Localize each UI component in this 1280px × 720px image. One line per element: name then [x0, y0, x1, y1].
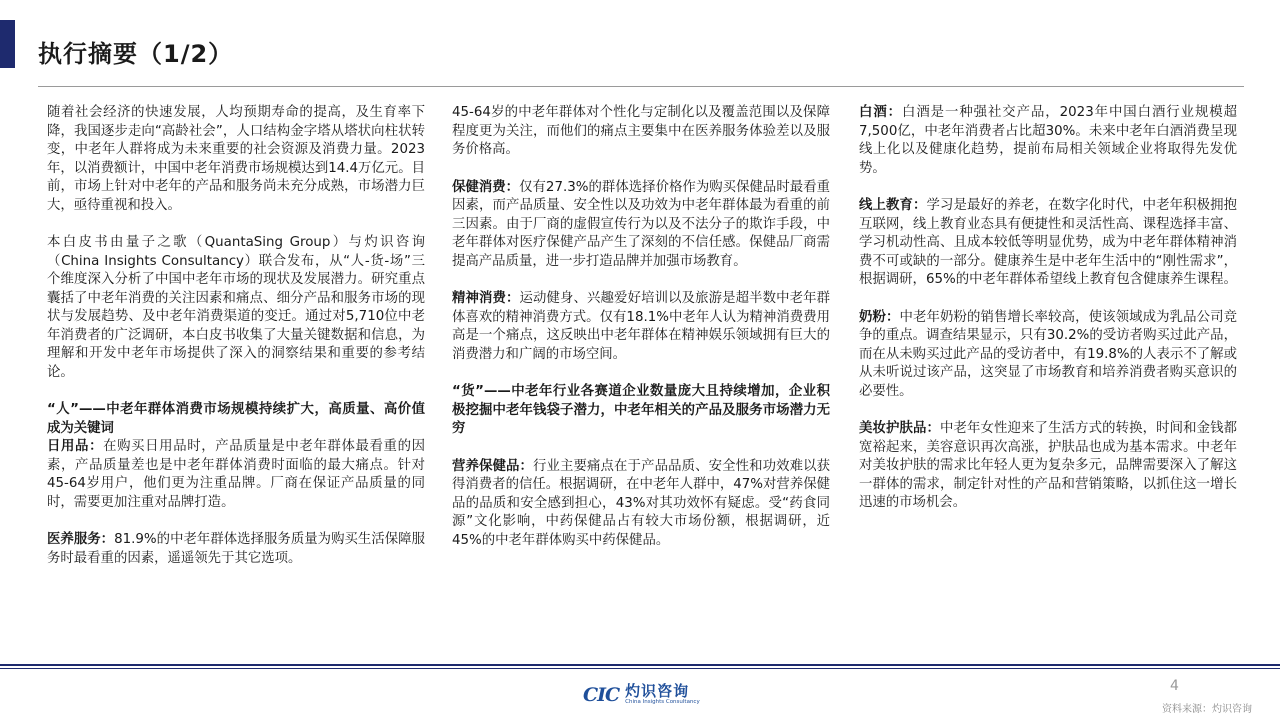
column-2: [452, 104, 830, 550]
logo-english-name: China Insights Consultancy: [625, 699, 700, 705]
about-paragraph: 本白皮书由量子之歌（QuantaSing Group）与灼识咨询（China Insights Consultancy）联合发布，从“人-货-场”三个维度深入分析了中国中老年市场的现状及发展潜力。研究重点囊括了中老年消费的关注因素和痛点、细分产品和服务市场的现状与发展趋势、及中老年消费渠道的变迁。通过对5,710位中老年消费者的广泛调研，本白皮书收集了大量关键数据和信息，为理解和开发中老年市场提供了深入的洞察结果和重要的参考结论。: [47, 235, 425, 380]
cic-logo: [583, 683, 700, 706]
medical-service-paragraph: [47, 531, 425, 568]
column-3: [859, 104, 1237, 513]
beauty-skincare-text: 中老年女性迎来了生活方式的转换，时间和金钱都宽裕起来，美容意识再次高涨，护肤品也成为基本需求。中老年对美妆护肤的需求比年轻人更为复杂多元，品牌需要深入了解这一群体的需求，制定针对性的产品和营销策略，以抓住这一增长迅速的市场机会。: [859, 421, 1238, 510]
page-number: 4: [1170, 678, 1179, 694]
milk-powder-text: 中老年奶粉的销售增长率较高，使该领域成为乳品公司竞争的重点。调查结果显示，只有30.2%的受访者购买过此产品，而在从未购买过此产品的受访者中，有19.8%的人表示不了解或从未听说过该产品，这突显了市场教育和培养消费者购买意识的必要性。: [859, 309, 1238, 399]
logo-chinese-name: 灼识咨询: [625, 682, 690, 700]
page-title: 执行摘要（1/2）: [38, 40, 234, 68]
online-education-label: 线上教育：: [859, 198, 927, 213]
footer-divider-thin: [0, 668, 1280, 669]
online-education-text: 学习是最好的养老，在数字化时代，中老年积极拥抱互联网，线上教育业态具有便捷性和灵活性高、课程选择丰富、学习机动性高、且成本较低等明显优势，成为中老年群体精神消费不可或缺的一部分。健康养生是中老年生活中的“刚性需求”，根据调研，65%的中老年群体希望线上教育包含健康养生课程。: [859, 198, 1238, 287]
footer-divider-thick: [0, 664, 1280, 666]
intro-paragraph: 随着社会经济的快速发展，人均预期寿命的提高，及生育率下降，我国逐步走向“高龄社会”，人口结构金字塔从塔状向柱状转变，中老年人群将成为未来重要的社会资源及消费力量。2023年，以消费额计，中国中老年消费市场规模达到14.4万亿元。目前，市场上针对中老年的产品和服务尚未充分成熟，市场潜力巨大，亟待重视和投入。: [47, 105, 425, 213]
daily-goods-paragraph: [47, 438, 425, 512]
health-consumption-text: 仅有27.3%的群体选择价格作为购买保健品时最看重因素，而产品质量、安全性以及功效为中老年群体最为看重的前三因素。由于厂商的虚假宣传行为以及不法分子的欺诈手段，中老年群体对医疗保健产品产生了深刻的不信任感。保健品厂商需提高产品质量，进一步打造品牌并加强市场教育。: [452, 179, 830, 269]
logo-text: [625, 683, 700, 706]
nutrition-supplement-text: 行业主要痛点在于产品品质、安全性和功效难以获得消费者的信任。根据调研，在中老年人群中，47%对营养保健品的品质和安全感到担心，43%对其功效怀有疑虑。受“药食同源”文化影响，中药保健品占有较大市场份额，根据调研，近45%的中老年群体购买中药保健品。: [452, 458, 831, 548]
source-note: 资料来源：灼识咨询: [1162, 704, 1252, 715]
section-heading-goods: “货”——中老年行业各赛道企业数量庞大且持续增加，企业积极挖掘中老年钱袋子潜力，中老年相关的产品及服务市场潜力无穷: [452, 384, 830, 436]
milk-powder-paragraph: [859, 309, 1237, 402]
milk-powder-label: 奶粉：: [859, 309, 900, 325]
liquor-label: 白酒：: [859, 105, 902, 120]
beauty-skincare-label: 美妆护肤品：: [859, 421, 941, 436]
spiritual-consumption-paragraph: [452, 290, 830, 364]
health-consumption-paragraph: [452, 179, 830, 272]
spiritual-consumption-text: 运动健身、兴趣爱好培训以及旅游是超半数中老年群体喜欢的精神消费方式。仅有18.1%中老年人认为精神消费费用高是一个痛点，这反映出中老年群体在精神娱乐领域拥有巨大的消费潜力和广阔的市场空间。: [452, 291, 831, 362]
medical-service-label: 医养服务：: [47, 532, 115, 547]
medical-continuation-paragraph: 45-64岁的中老年群体对个性化与定制化以及覆盖范围以及保障程度更为关注，而他们的痛点主要集中在医养服务体验差以及服务价格高。: [452, 105, 830, 157]
logo-mark: CIC: [583, 683, 620, 706]
column-1: [47, 104, 425, 568]
online-education-paragraph: [859, 197, 1237, 290]
spiritual-consumption-label: 精神消费：: [452, 291, 520, 306]
health-consumption-label: 保健消费：: [452, 179, 520, 195]
nutrition-supplement-label: 营养保健品：: [452, 458, 534, 474]
title-accent-bar: [0, 20, 15, 68]
liquor-paragraph: [859, 104, 1237, 178]
title-divider: [38, 86, 1244, 87]
daily-goods-label: 日用品：: [47, 439, 104, 454]
liquor-text: 白酒是一种强社交产品，2023年中国白酒行业规模超7,500亿，中老年消费者占比超30%。未来中老年白酒消费呈现线上化以及健康化趋势，提前布局相关领域企业将取得先发优势。: [859, 105, 1238, 176]
daily-goods-text: 在购买日用品时，产品质量是中老年群体最看重的因素，产品质量差也是中老年群体消费时面临的最大痛点。针对45-64岁用户，他们更为注重品牌。厂商在保证产品质量的同时，需要更加注重对品牌打造。: [47, 439, 425, 510]
nutrition-supplement-paragraph: [452, 458, 830, 551]
medical-service-text: 81.9%的中老年群体选择服务质量为购买生活保障服务时最看重的因素，遥遥领先于其它选项。: [47, 532, 425, 566]
beauty-skincare-paragraph: [859, 420, 1237, 513]
section-heading-people: “人”——中老年群体消费市场规模持续扩大，高质量、高价值成为关键词: [47, 402, 425, 436]
